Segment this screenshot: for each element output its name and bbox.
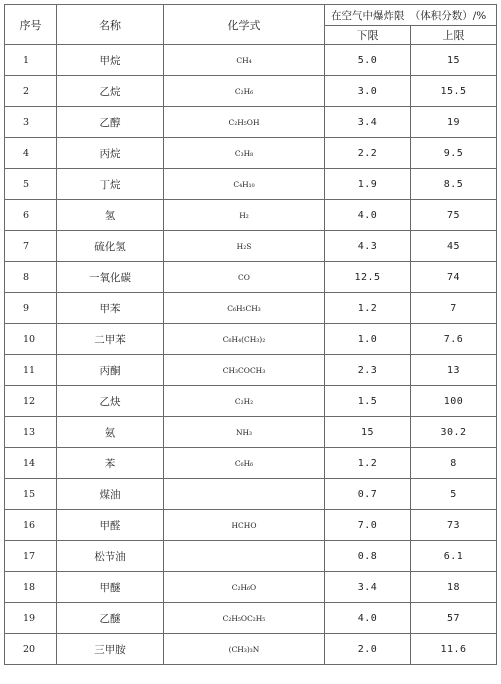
row-seq: 18 — [5, 572, 57, 603]
row-upper-limit: 7.6 — [411, 324, 497, 355]
row-lower-limit: 0.7 — [325, 479, 411, 510]
row-upper-limit: 9.5 — [411, 138, 497, 169]
row-seq: 6 — [5, 200, 57, 231]
table-row — [5, 603, 497, 634]
table-row — [5, 572, 497, 603]
table-row — [5, 200, 497, 231]
row-formula: NH₃ — [164, 417, 325, 448]
row-formula: (CH₃)₃N — [164, 634, 325, 665]
row-formula: H₂ — [164, 200, 325, 231]
row-upper-limit: 6.1 — [411, 541, 497, 572]
row-upper-limit: 45 — [411, 231, 497, 262]
row-name: 甲苯 — [57, 293, 164, 324]
row-lower-limit: 2.3 — [325, 355, 411, 386]
row-lower-limit: 15 — [325, 417, 411, 448]
row-lower-limit: 2.0 — [325, 634, 411, 665]
row-seq: 4 — [5, 138, 57, 169]
row-formula: CH₃COCH₃ — [164, 355, 325, 386]
row-formula: C₂H₆O — [164, 572, 325, 603]
row-formula: C₆H₆ — [164, 448, 325, 479]
row-upper-limit: 30.2 — [411, 417, 497, 448]
row-formula — [164, 479, 325, 510]
row-formula: CO — [164, 262, 325, 293]
table-row — [5, 634, 497, 665]
row-name: 乙醚 — [57, 603, 164, 634]
row-formula: C₂H₅OH — [164, 107, 325, 138]
row-name: 氢 — [57, 200, 164, 231]
row-name: 苯 — [57, 448, 164, 479]
row-lower-limit: 1.0 — [325, 324, 411, 355]
header-lower: 下限 — [325, 26, 411, 45]
row-seq: 8 — [5, 262, 57, 293]
row-name: 丁烷 — [57, 169, 164, 200]
row-upper-limit: 73 — [411, 510, 497, 541]
table-row — [5, 479, 497, 510]
row-upper-limit: 15 — [411, 45, 497, 76]
header-upper: 上限 — [411, 26, 497, 45]
row-upper-limit: 15.5 — [411, 76, 497, 107]
row-seq: 14 — [5, 448, 57, 479]
row-name: 一氧化碳 — [57, 262, 164, 293]
row-upper-limit: 19 — [411, 107, 497, 138]
row-name: 甲醚 — [57, 572, 164, 603]
row-upper-limit: 11.6 — [411, 634, 497, 665]
table-row — [5, 169, 497, 200]
row-name: 二甲苯 — [57, 324, 164, 355]
row-seq: 7 — [5, 231, 57, 262]
row-seq: 15 — [5, 479, 57, 510]
row-formula: C₆H₅CH₃ — [164, 293, 325, 324]
row-lower-limit: 2.2 — [325, 138, 411, 169]
row-seq: 1 — [5, 45, 57, 76]
row-lower-limit: 12.5 — [325, 262, 411, 293]
row-seq: 11 — [5, 355, 57, 386]
table-row — [5, 45, 497, 76]
row-seq: 10 — [5, 324, 57, 355]
row-upper-limit: 13 — [411, 355, 497, 386]
row-seq: 16 — [5, 510, 57, 541]
row-seq: 20 — [5, 634, 57, 665]
row-upper-limit: 8 — [411, 448, 497, 479]
row-name: 氨 — [57, 417, 164, 448]
row-seq: 2 — [5, 76, 57, 107]
row-lower-limit: 4.0 — [325, 603, 411, 634]
table-row — [5, 448, 497, 479]
header-row — [5, 5, 497, 26]
row-upper-limit: 100 — [411, 386, 497, 417]
row-lower-limit: 3.4 — [325, 572, 411, 603]
row-formula — [164, 541, 325, 572]
row-seq: 19 — [5, 603, 57, 634]
header-seq: 序号 — [5, 5, 57, 45]
row-name: 硫化氢 — [57, 231, 164, 262]
row-name: 三甲胺 — [57, 634, 164, 665]
row-upper-limit: 8.5 — [411, 169, 497, 200]
row-lower-limit: 1.5 — [325, 386, 411, 417]
table-row — [5, 386, 497, 417]
row-name: 甲醛 — [57, 510, 164, 541]
table-row — [5, 231, 497, 262]
row-lower-limit: 0.8 — [325, 541, 411, 572]
table-row — [5, 510, 497, 541]
row-seq: 17 — [5, 541, 57, 572]
row-lower-limit: 4.3 — [325, 231, 411, 262]
explosion-limits-table — [4, 4, 497, 665]
table-row — [5, 262, 497, 293]
row-formula: HCHO — [164, 510, 325, 541]
row-formula: CH₄ — [164, 45, 325, 76]
row-name: 丙烷 — [57, 138, 164, 169]
row-upper-limit: 74 — [411, 262, 497, 293]
row-lower-limit: 5.0 — [325, 45, 411, 76]
row-seq: 12 — [5, 386, 57, 417]
table-row — [5, 355, 497, 386]
row-upper-limit: 57 — [411, 603, 497, 634]
row-seq: 9 — [5, 293, 57, 324]
row-name: 乙烷 — [57, 76, 164, 107]
row-name: 乙醇 — [57, 107, 164, 138]
table-row — [5, 76, 497, 107]
header-name: 名称 — [57, 5, 164, 45]
row-formula: C₄H₁₀ — [164, 169, 325, 200]
row-name: 煤油 — [57, 479, 164, 510]
header-explosion-limit: 在空气中爆炸限 （体积分数）/% — [325, 5, 497, 26]
row-lower-limit: 1.9 — [325, 169, 411, 200]
header-formula: 化学式 — [164, 5, 325, 45]
row-upper-limit: 18 — [411, 572, 497, 603]
row-lower-limit: 4.0 — [325, 200, 411, 231]
row-formula: H₂S — [164, 231, 325, 262]
row-lower-limit: 1.2 — [325, 293, 411, 324]
row-formula: C₃H₈ — [164, 138, 325, 169]
row-upper-limit: 7 — [411, 293, 497, 324]
row-formula: C₂H₆ — [164, 76, 325, 107]
table-row — [5, 417, 497, 448]
row-name: 丙酮 — [57, 355, 164, 386]
table-row — [5, 138, 497, 169]
row-name: 乙炔 — [57, 386, 164, 417]
row-upper-limit: 5 — [411, 479, 497, 510]
row-lower-limit: 7.0 — [325, 510, 411, 541]
row-lower-limit: 3.0 — [325, 76, 411, 107]
row-formula: C₆H₄(CH₃)₂ — [164, 324, 325, 355]
table-row — [5, 541, 497, 572]
row-name: 松节油 — [57, 541, 164, 572]
row-lower-limit: 3.4 — [325, 107, 411, 138]
row-seq: 13 — [5, 417, 57, 448]
table-body — [5, 45, 497, 665]
row-seq: 5 — [5, 169, 57, 200]
row-formula: C₂H₅OC₂H₅ — [164, 603, 325, 634]
table-row — [5, 293, 497, 324]
row-lower-limit: 1.2 — [325, 448, 411, 479]
row-formula: C₂H₂ — [164, 386, 325, 417]
table-row — [5, 107, 497, 138]
table-row — [5, 324, 497, 355]
row-seq: 3 — [5, 107, 57, 138]
row-upper-limit: 75 — [411, 200, 497, 231]
row-name: 甲烷 — [57, 45, 164, 76]
